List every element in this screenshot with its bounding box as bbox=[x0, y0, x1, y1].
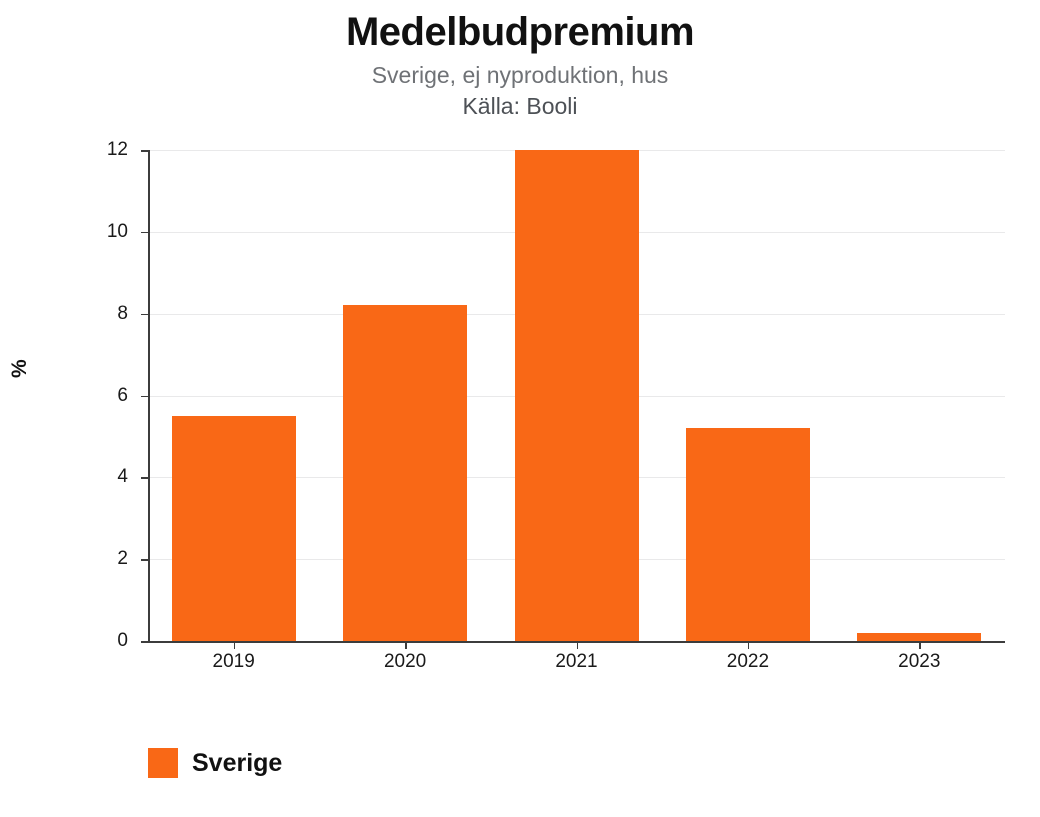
x-axis-tick-label: 2019 bbox=[212, 651, 255, 672]
y-axis-tick bbox=[141, 641, 148, 643]
bar-2019[interactable] bbox=[172, 416, 296, 641]
x-axis-tick-label: 2022 bbox=[726, 651, 770, 672]
chart-source: Källa: Booli bbox=[462, 93, 578, 120]
plot-area bbox=[148, 150, 1005, 641]
y-axis-tick-label: 2 bbox=[117, 548, 128, 570]
legend-label-sverige: Sverige bbox=[192, 748, 283, 777]
y-axis-tick bbox=[141, 150, 148, 152]
y-axis-tick-label: 4 bbox=[117, 466, 128, 488]
y-axis-tick-label: 8 bbox=[117, 302, 128, 324]
chart-title: Medelbudpremium bbox=[345, 10, 695, 54]
bar-2020[interactable] bbox=[343, 305, 467, 641]
bar-2021[interactable] bbox=[515, 150, 639, 641]
x-axis-tick bbox=[748, 641, 750, 649]
x-axis-tick-label: 2020 bbox=[383, 651, 427, 672]
x-axis-tick bbox=[405, 641, 407, 649]
y-axis-tick bbox=[141, 232, 148, 234]
bar-2023[interactable] bbox=[857, 633, 981, 641]
y-axis-tick-label: 10 bbox=[106, 220, 128, 242]
x-axis-tick bbox=[919, 641, 921, 649]
y-axis-tick-label: 0 bbox=[117, 630, 128, 651]
y-axis-tick bbox=[141, 559, 148, 561]
y-axis-tick-label: 6 bbox=[117, 384, 128, 406]
x-axis-tick-label: 2021 bbox=[555, 651, 598, 672]
x-axis-tick bbox=[234, 641, 236, 649]
legend-swatch-sverige bbox=[148, 748, 178, 778]
bar-2022[interactable] bbox=[686, 428, 810, 641]
y-axis-tick-labels bbox=[78, 0, 128, 817]
y-axis-line bbox=[148, 150, 150, 642]
y-axis-tick bbox=[141, 396, 148, 398]
y-axis-tick-label: 12 bbox=[106, 139, 128, 160]
y-axis-tick bbox=[141, 477, 148, 479]
y-axis-tick bbox=[141, 314, 148, 316]
chart-subtitle: Sverige, ej nyproduktion, hus bbox=[371, 62, 669, 88]
x-axis-tick bbox=[577, 641, 579, 649]
x-axis-tick-label: 2023 bbox=[898, 651, 941, 672]
chart-legend bbox=[148, 748, 282, 778]
y-axis-title: % bbox=[8, 359, 31, 378]
